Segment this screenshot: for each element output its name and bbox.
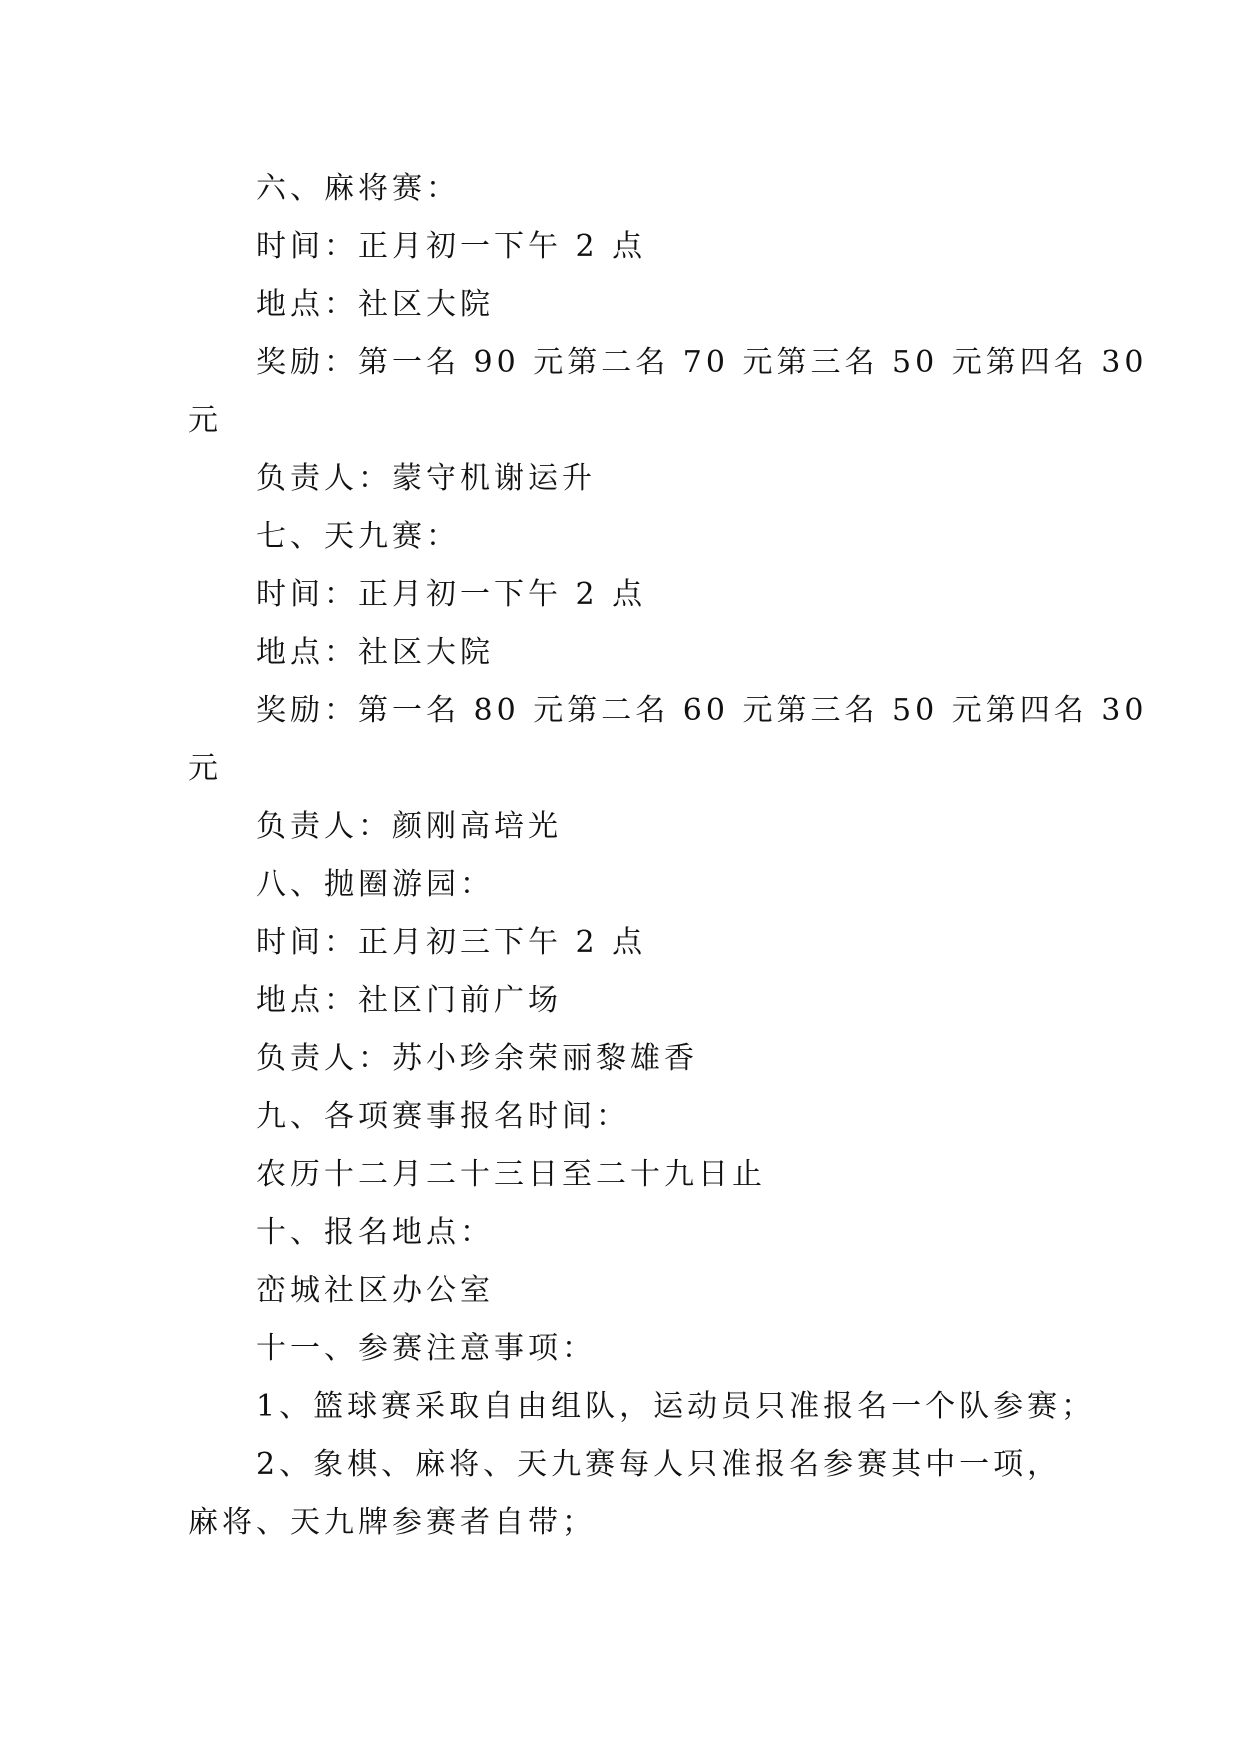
note-item-1: 1、篮球赛采取自由组队，运动员只准报名一个队参赛；: [256, 1389, 1096, 1424]
ring-toss-owner: 负责人：苏小珍余荣丽黎雄香: [256, 1041, 698, 1076]
ring-toss-time: 时间：正月初三下午 2 点: [256, 925, 647, 960]
tianjiu-reward-continued: 元: [188, 751, 222, 786]
section-heading-mahjong: 六、麻将赛：: [256, 171, 460, 206]
mahjong-time: 时间：正月初一下午 2 点: [256, 229, 647, 264]
tianjiu-reward: 奖励：第一名 80 元第二名 60 元第三名 50 元第四名 30: [256, 693, 1148, 728]
registration-time-value: 农历十二月二十三日至二十九日止: [256, 1157, 766, 1192]
section-heading-registration-time: 九、各项赛事报名时间：: [256, 1099, 630, 1134]
tianjiu-owner: 负责人：颜刚高培光: [256, 809, 562, 844]
mahjong-owner: 负责人：蒙守机谢运升: [256, 461, 596, 496]
document-body: [188, 160, 1148, 1552]
tianjiu-time: 时间：正月初一下午 2 点: [256, 577, 647, 612]
tianjiu-place: 地点：社区大院: [256, 635, 494, 670]
section-heading-tianjiu: 七、天九赛：: [256, 519, 460, 554]
note-item-2-continued: 麻将、天九牌参赛者自带；: [188, 1505, 596, 1540]
section-heading-notes: 十一、参赛注意事项：: [256, 1331, 596, 1366]
note-item-2: 2、象棋、麻将、天九赛每人只准报名参赛其中一项，: [256, 1447, 1062, 1482]
ring-toss-place: 地点：社区门前广场: [256, 983, 562, 1018]
mahjong-place: 地点：社区大院: [256, 287, 494, 322]
section-heading-ring-toss: 八、抛圈游园：: [256, 867, 494, 902]
mahjong-reward-continued: 元: [188, 403, 222, 438]
section-heading-registration-place: 十、报名地点：: [256, 1215, 494, 1250]
mahjong-reward: 奖励：第一名 90 元第二名 70 元第三名 50 元第四名 30: [256, 345, 1148, 380]
registration-place-value: 峦城社区办公室: [256, 1273, 494, 1308]
